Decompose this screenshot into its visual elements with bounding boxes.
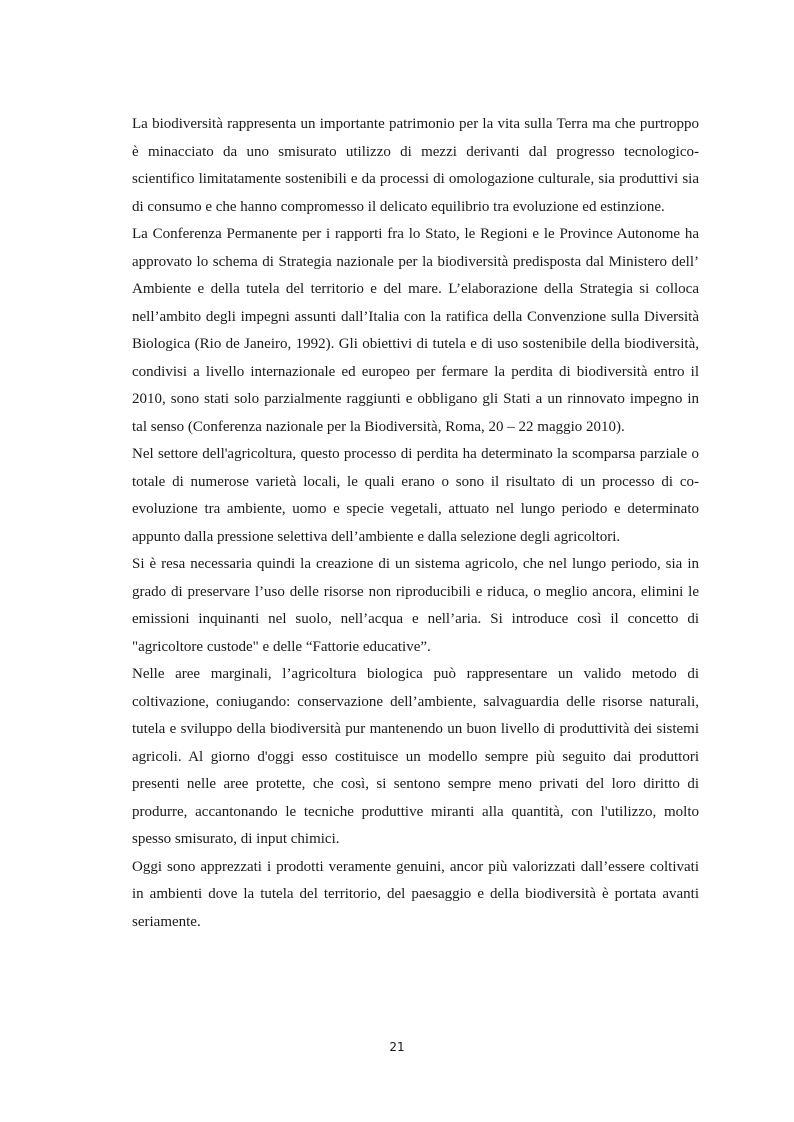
page-number: 21 (389, 1040, 405, 1054)
paragraph-sustainable-system: Si è resa necessaria quindi la creazione di un sistema agricolo, che nel lungo periodo, sia in grado di preservare l’uso delle risorse non riproducibili e riduca, o meglio ancora, elimini le emissioni inquinanti nel suolo, nell’acqua e nell’aria. Si introduce così il concetto di "agricoltore custode" e delle “Fattorie educative”. (132, 556, 699, 655)
paragraph-agriculture-loss: Nel settore dell'agricoltura, questo processo di perdita ha determinato la scomparsa parziale o totale di numerose varietà locali, le quali erano o sono il risultato di un processo di co-evoluzione tra ambiente, uomo e specie vegetali, attuato nel lungo periodo e determinato appunto dalla pressione selettiva dell’ambiente e dalla selezione degli agricoltori. (132, 446, 699, 545)
paragraph-biodiversity-heritage: La biodiversità rappresenta un importante patrimonio per la vita sulla Terra ma che purtroppo è minacciato da uno smisurato utilizzo di mezzi derivanti dal progresso tecnologico-scientifico limitatamente sostenibili e da processi di omologazione culturale, sia produttivi sia di consumo e che hanno compromesso il delicato equilibrio tra evoluzione ed estinzione. (132, 116, 699, 215)
paragraph-genuine-products: Oggi sono apprezzati i prodotti veramente genuini, ancor più valorizzati dall’essere coltivati in ambienti dove la tutela del territorio, del paesaggio e della biodiversità è portata avanti seriamente. (132, 858, 699, 930)
page-body (132, 111, 699, 936)
paragraph-organic-farming: Nelle aree marginali, l’agricoltura biologica può rappresentare un valido metodo di coltivazione, coniugando: conservazione dell’ambiente, salvaguardia delle risorse naturali, tutela e sviluppo della biodiversità pur mantenendo un buon livello di produttività dei sistemi agricoli. Al giorno d'oggi esso costituisce un modello sempre più seguito dai produttori presenti nelle aree protette, che così, si sentono sempre meno privati del loro diritto di produrre, accantonando le tecniche produttive miranti alla quantità, con l'utilizzo, molto spesso smisurato, di input chimici. (132, 666, 699, 847)
paragraph-national-strategy: La Conferenza Permanente per i rapporti fra lo Stato, le Regioni e le Province Autonome ha approvato lo schema di Strategia nazionale per la biodiversità predisposta dal Ministero dell’ Ambiente e della tutela del territorio e del mare. L’elaborazione della Strategia si colloca nell’ambito degli impegni assunti dall’Italia con la ratifica della Convenzione sulla Diversità Biologica (Rio de Janeiro, 1992). Gli obiettivi di tutela e di uso sostenibile della biodiversità, condivisi a livello internazionale ed europeo per fermare la perdita di biodiversità entro il 2010, sono stati solo parzialmente raggiunti e obbligano gli Stati a un rinnovato impegno in tal senso (Conferenza nazionale per la Biodiversità, Roma, 20 – 22 maggio 2010). (132, 226, 699, 435)
